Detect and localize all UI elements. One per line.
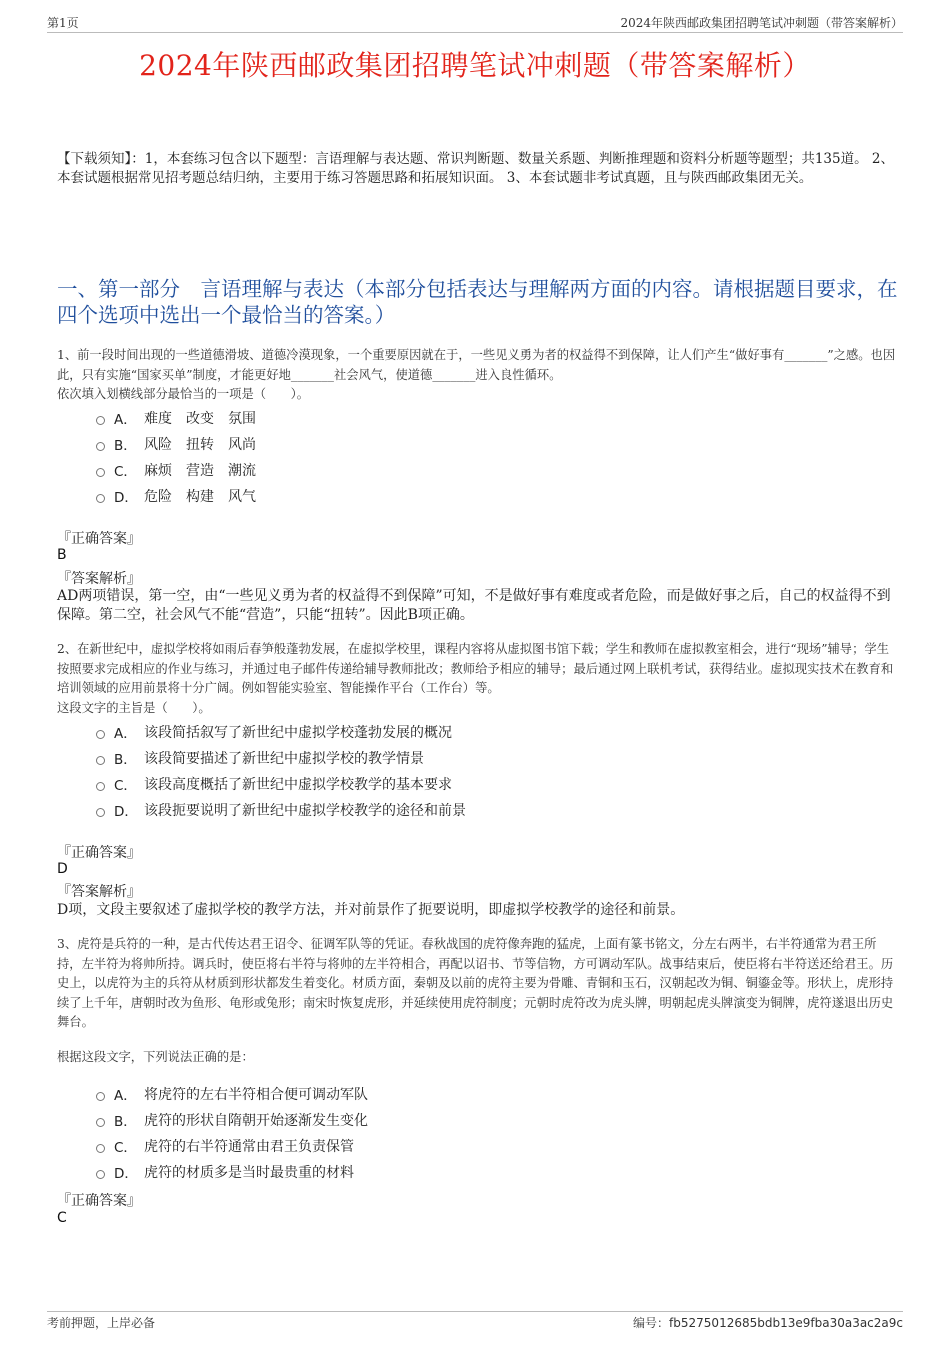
radio-icon[interactable] bbox=[96, 468, 105, 477]
question-3-stem: 3、虎符是兵符的一种，是古代传达君王诏令、征调军队等的凭证。春秋战国的虎符像奔跑的猛虎，上面有篆书铭文，分左右两半，右半符通常为君王所持，左半符为将帅所持。调兵时，使臣将右半符与将帅的左半符相合，再配以诏书、节等信物，方可调动军队。战事结束后，使臣将右半符送还给君王。历史上，以虎符为主的兵符从材质到形状都发生着变化。材质方面，秦朝及以前的虎符主要为骨雕、青铜和玉石，汉朝起改为铜、铜鎏金等。形状上，虎形持续了上千年，唐朝时改为鱼形、龟形或兔形；南宋时恢复虎形，并延续使用虎符制度；元朝时虎符改为虎头牌，明朝起虎头牌演变为铜牌，虎符遂退出历史舞台。 bbox=[57, 937, 894, 1029]
header-divider bbox=[47, 32, 903, 33]
answer-label: 『正确答案』 bbox=[57, 845, 141, 861]
option-text: 危险 构建 风气 bbox=[144, 489, 256, 505]
page-footer bbox=[47, 1314, 903, 1332]
option-text: 麻烦 营造 潮流 bbox=[144, 463, 256, 479]
radio-icon[interactable] bbox=[96, 730, 105, 739]
download-notice: 【下载须知】：1，本套练习包含以下题型：言语理解与表达题、常识判断题、数量关系题、判断推理题和资料分析题等题型；共135道。 2、本套试题根据常见招考题总结归纳，主要用于练习答题思路和拓展知识面。 3、本套试题非考试真题，且与陕西邮政集团无关。 bbox=[57, 151, 894, 186]
answer-value: B bbox=[57, 547, 67, 563]
question-1-prompt: 依次填入划横线部分最恰当的一项是（ ）。 bbox=[57, 387, 310, 401]
radio-icon[interactable] bbox=[96, 1170, 105, 1179]
footer-slogan: 考前押题，上岸必备 bbox=[47, 1316, 156, 1330]
page-header bbox=[47, 14, 903, 32]
radio-icon[interactable] bbox=[96, 416, 105, 425]
question-3-options bbox=[96, 1081, 856, 1185]
option-b[interactable]: B． 该段简要描述了新世纪中虚拟学校的教学情景 bbox=[96, 745, 856, 771]
radio-icon[interactable] bbox=[96, 1092, 105, 1101]
answer-value: C bbox=[57, 1210, 67, 1226]
option-c[interactable]: C． 虎符的右半符通常由君王负责保管 bbox=[96, 1133, 856, 1159]
option-a[interactable]: A． 将虎符的左右半符相合便可调动军队 bbox=[96, 1081, 856, 1107]
option-text: 将虎符的左右半符相合便可调动军队 bbox=[144, 1087, 368, 1103]
option-text: 难度 改变 氛围 bbox=[144, 411, 256, 427]
question-1-options bbox=[96, 405, 856, 509]
option-d[interactable]: D． 虎符的材质多是当时最贵重的材料 bbox=[96, 1159, 856, 1185]
option-text: 风险 扭转 风尚 bbox=[144, 437, 256, 453]
option-text: 该段扼要说明了新世纪中虚拟学校教学的途径和前景 bbox=[144, 803, 466, 819]
question-2-prompt: 这段文字的主旨是（ ）。 bbox=[57, 701, 211, 715]
answer-label: 『正确答案』 bbox=[57, 1193, 141, 1209]
document-code-value: fb5275012685bdb13e9fba30a3ac2a9c bbox=[669, 1316, 903, 1330]
option-text: 该段高度概括了新世纪中虚拟学校教学的基本要求 bbox=[144, 777, 452, 793]
explanation-text: AD两项错误，第一空，由“一些见义勇为者的权益得不到保障”可知，不是做好事有难度或者危险，而是做好事之后，自己的权益得不到保障。第二空，社会风气不能“营造”，只能“扭转”。因此B项正确。 bbox=[57, 588, 891, 623]
option-text: 虎符的材质多是当时最贵重的材料 bbox=[144, 1165, 354, 1181]
footer-divider bbox=[47, 1311, 903, 1312]
question-1-stem: 1、前一段时间出现的一些道德滑坡、道德冷漠现象，一个重要原因就在于，一些见义勇为者的权益得不到保障，让人们产生“做好事有_______”之感。也因此，只有实施“国家买单”制度，才能更好地_______社会风气，使道德_______进入良性循环。 bbox=[57, 348, 896, 382]
option-text: 虎符的形状自隋朝开始逐渐发生变化 bbox=[144, 1113, 368, 1129]
option-text: 该段简要描述了新世纪中虚拟学校的教学情景 bbox=[144, 751, 424, 767]
explanation-text: D项，文段主要叙述了虚拟学校的教学方法，并对前景作了扼要说明，即虚拟学校教学的途径和前景。 bbox=[57, 902, 685, 918]
radio-icon[interactable] bbox=[96, 756, 105, 765]
option-c[interactable]: C． 麻烦 营造 潮流 bbox=[96, 457, 856, 483]
radio-icon[interactable] bbox=[96, 782, 105, 791]
radio-icon[interactable] bbox=[96, 1144, 105, 1153]
radio-icon[interactable] bbox=[96, 442, 105, 451]
header-doc-title: 2024年陕西邮政集团招聘笔试冲刺题（带答案解析） bbox=[620, 16, 903, 30]
question-3-prompt: 根据这段文字，下列说法正确的是： bbox=[57, 1050, 254, 1064]
document-code: 编号：fb5275012685bdb13e9fba30a3ac2a9c bbox=[633, 1316, 903, 1330]
option-d[interactable]: D． 该段扼要说明了新世纪中虚拟学校教学的途径和前景 bbox=[96, 797, 856, 823]
radio-icon[interactable] bbox=[96, 494, 105, 503]
radio-icon[interactable] bbox=[96, 808, 105, 817]
question-2-stem: 2、在新世纪中，虚拟学校将如雨后春笋般蓬勃发展，在虚拟学校里，课程内容将从虚拟图书馆下载；学生和教师在虚拟教室相会，进行“现场”辅导；学生按照要求完成相应的作业与练习，并通过电子邮件传递给辅导教师批改；教师给予相应的辅导；最后通过网上联机考试，获得结业。虚拟现实技术在教育和培训领域的应用前景将十分广阔。例如智能实验室、智能操作平台（工作台）等。 bbox=[57, 642, 894, 695]
explanation-label: 『答案解析』 bbox=[57, 884, 141, 900]
radio-icon[interactable] bbox=[96, 1118, 105, 1127]
option-text: 该段简括叙写了新世纪中虚拟学校蓬勃发展的概况 bbox=[144, 725, 452, 741]
option-b[interactable]: B． 风险 扭转 风尚 bbox=[96, 431, 856, 457]
option-text: 虎符的右半符通常由君王负责保管 bbox=[144, 1139, 354, 1155]
option-a[interactable]: A． 该段简括叙写了新世纪中虚拟学校蓬勃发展的概况 bbox=[96, 719, 856, 745]
page-number: 第1页 bbox=[47, 16, 79, 30]
explanation-label: 『答案解析』 bbox=[57, 571, 141, 587]
section-heading: 一、第一部分 言语理解与表达（本部分包括表达与理解两方面的内容。请根据题目要求，在四个选项中选出一个最恰当的答案。） bbox=[57, 277, 898, 327]
option-c[interactable]: C． 该段高度概括了新世纪中虚拟学校教学的基本要求 bbox=[96, 771, 856, 797]
answer-label: 『正确答案』 bbox=[57, 531, 141, 547]
question-2-options bbox=[96, 719, 856, 823]
document-title: 2024年陕西邮政集团招聘笔试冲刺题（带答案解析） bbox=[139, 49, 811, 82]
option-b[interactable]: B． 虎符的形状自隋朝开始逐渐发生变化 bbox=[96, 1107, 856, 1133]
option-d[interactable]: D． 危险 构建 风气 bbox=[96, 483, 856, 509]
answer-value: D bbox=[57, 861, 68, 877]
option-a[interactable]: A． 难度 改变 氛围 bbox=[96, 405, 856, 431]
